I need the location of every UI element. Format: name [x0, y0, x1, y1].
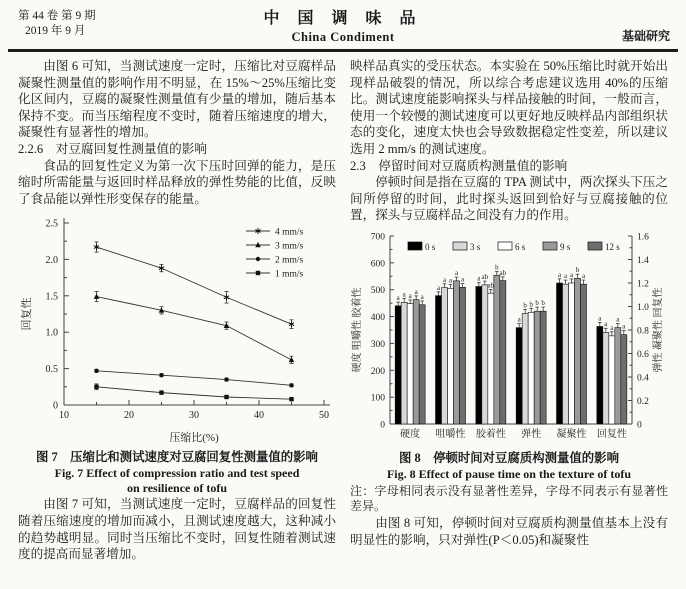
fig8-caption-cn: 图 8 停顿时间对豆腐质构测量值的影响 [399, 450, 619, 465]
svg-text:硬度 咀嚼性 胶着性: 硬度 咀嚼性 胶着性 [352, 287, 363, 373]
svg-text:1.0: 1.0 [45, 328, 58, 340]
svg-text:20: 20 [124, 410, 134, 422]
svg-text:300: 300 [370, 339, 385, 350]
figure-7 [18, 209, 336, 496]
svg-text:a: a [477, 274, 481, 283]
svg-text:0: 0 [637, 420, 642, 431]
svg-text:500: 500 [370, 286, 385, 297]
svg-text:a: a [454, 269, 459, 278]
svg-text:1.4: 1.4 [637, 255, 649, 266]
svg-text:2.5: 2.5 [45, 218, 58, 230]
svg-text:a: a [517, 315, 521, 324]
svg-text:a: a [563, 272, 568, 280]
svg-text:a: a [460, 275, 465, 284]
svg-text:ab: ab [487, 281, 495, 290]
svg-text:1 mm/s: 1 mm/s [275, 269, 304, 280]
fig7-caption-en-line2: on resilience of tofu [126, 481, 228, 496]
svg-text:a: a [557, 270, 562, 279]
svg-text:9 s: 9 s [560, 241, 571, 252]
svg-text:弹性 凝聚性 回复性: 弹性 凝聚性 回复性 [653, 287, 664, 373]
svg-text:回复性: 回复性 [21, 297, 33, 331]
svg-text:0.8: 0.8 [637, 326, 649, 337]
svg-text:b: b [529, 300, 533, 309]
svg-text:ab: ab [481, 273, 489, 282]
svg-text:0: 0 [380, 420, 385, 431]
svg-text:12 s: 12 s [605, 241, 620, 252]
svg-text:b: b [541, 299, 545, 308]
fig8-bar-chart [350, 226, 668, 450]
svg-text:b: b [575, 266, 580, 275]
svg-text:咀嚼性: 咀嚼性 [435, 428, 466, 440]
issue-date: 2019 年 9 月 [25, 25, 86, 37]
svg-text:凝聚性: 凝聚性 [556, 428, 587, 440]
right-column [350, 58, 668, 548]
svg-text:a: a [604, 320, 608, 329]
fig8-note: 注：字母相同表示没有显著性差异，字母不同表示有显著性差异。 [350, 483, 668, 514]
svg-text:a: a [414, 287, 418, 296]
fig7-caption-en-line1: Fig. 7 Effect of compression ratio and test speed [54, 466, 300, 481]
svg-text:a: a [569, 270, 574, 279]
fig8-caption-en: Fig. 8 Effect of pause time on the texture of tofu [386, 466, 632, 481]
fig7-line-chart [18, 209, 336, 449]
svg-text:2 mm/s: 2 mm/s [275, 255, 304, 266]
svg-text:a: a [616, 315, 620, 324]
svg-text:1.0: 1.0 [637, 302, 649, 313]
svg-text:硬度: 硬度 [400, 428, 421, 440]
svg-text:0.2: 0.2 [637, 396, 649, 407]
journal-title-cn: 中 国 调 味 品 [263, 10, 423, 27]
journal-title-block [0, 5, 686, 45]
svg-text:100: 100 [370, 393, 385, 404]
section-label: 基础研究 [621, 29, 670, 43]
section-heading-2-2-6: 2.2.6 对豆腐回复性测量值的影响 [18, 141, 207, 156]
svg-text:3 s: 3 s [470, 241, 481, 252]
svg-text:a: a [448, 276, 453, 285]
svg-text:0.6: 0.6 [637, 349, 649, 360]
svg-text:a: a [396, 294, 400, 303]
svg-text:b: b [535, 299, 539, 308]
svg-text:50: 50 [319, 410, 329, 422]
header-rule [8, 49, 678, 52]
svg-text:10: 10 [59, 410, 69, 422]
svg-text:1.6: 1.6 [637, 232, 649, 243]
volume-issue: 第 44 卷 第 9 期 [18, 10, 96, 22]
paragraph-fig7-discussion: 由图 7 可知，当测试速度一定时，豆腐样品的回复性随着压缩速度的增加而减小，且测试速度越大，这种减小的趋势越明显。同时当压缩比不变时，回复性随着测试速度的提高而显著增加。 [18, 497, 336, 562]
svg-text:b: b [523, 301, 527, 310]
svg-text:a: a [610, 323, 614, 332]
svg-text:a: a [598, 314, 602, 323]
svg-text:0: 0 [53, 400, 58, 412]
svg-text:200: 200 [370, 366, 385, 377]
svg-text:2.0: 2.0 [45, 255, 58, 267]
svg-text:b: b [495, 263, 499, 272]
svg-text:1.5: 1.5 [45, 291, 58, 303]
svg-text:600: 600 [370, 259, 385, 270]
section-heading-2-3: 2.3 停留时间对豆腐质构测量值的影响 [350, 158, 568, 173]
fig7-caption [18, 449, 336, 496]
journal-title-en: China Condiment [291, 30, 395, 44]
paragraph-compression-discussion: 映样品真实的受压状态。本实验在 50%压缩比时就开始出现样品破裂的情况，所以综合考虑建议选用 40%的压缩比。测试速度能影响探头与样品接触的时间，一般而言，使用一个较慢的测试速度可以更好地反映样品内部组织状态的变化，速度太快也会导致数据稳定性变差，所以建议选用 2 mm/s 的测试速度。 [350, 59, 668, 156]
svg-text:30: 30 [189, 410, 199, 422]
svg-text:a: a [436, 283, 441, 292]
svg-text:a: a [622, 322, 626, 331]
svg-text:3 mm/s: 3 mm/s [275, 241, 304, 252]
svg-text:6 s: 6 s [515, 241, 526, 252]
svg-text:回复性: 回复性 [596, 428, 627, 440]
svg-text:a: a [581, 272, 586, 280]
svg-text:40: 40 [254, 410, 264, 422]
paragraph-fig6-discussion: 由图 6 可知，当测试速度一定时，压缩比对豆腐样品凝聚性测量值的影响作用不明显，在 15%～25%压缩比变化区间内，豆腐的凝聚性测量值有少量的增加，随后基本保持不变。而当压缩程度不变时，随着压缩速度的增大，凝聚性有显著性的增加。 [18, 59, 336, 140]
svg-text:400: 400 [370, 313, 385, 324]
svg-text:压缩比(%): 压缩比(%) [169, 432, 219, 445]
paragraph-pause-definition: 停顿时间是指在豆腐的 TPA 测试中，两次探头下压之间所停留的时间，此时探头返回到恰好与豆腐接触的位置，探头与豆腐样品之间没有力的作用。 [350, 175, 668, 223]
figure-8 [350, 226, 668, 482]
svg-text:a: a [402, 290, 406, 299]
paragraph-fig8-discussion: 由图 8 可知，停顿时间对豆腐质构测量值基本上没有明显性的影响，只对弹性(P＜0.05)和凝聚性 [350, 515, 668, 547]
svg-text:1.2: 1.2 [637, 279, 649, 290]
fig7-caption-cn: 图 7 压缩比和测试速度对豆腐回复性测量值的影响 [36, 450, 318, 465]
svg-text:ab: ab [499, 268, 507, 277]
svg-text:0.4: 0.4 [637, 373, 649, 384]
svg-text:a: a [408, 291, 412, 300]
svg-text:胶着性: 胶着性 [475, 428, 506, 440]
left-column [18, 58, 336, 563]
paragraph-resilience-definition: 食品的回复性定义为第一次下压时回弹的能力，是压缩时所需能量与返回时样品释放的弹性势能的比值，反映了食品能以弹性形变保存的能量。 [18, 158, 336, 206]
svg-text:a: a [442, 275, 447, 284]
svg-text:0.5: 0.5 [45, 364, 58, 376]
svg-text:a: a [420, 292, 424, 301]
svg-text:弹性: 弹性 [521, 428, 542, 440]
svg-text:700: 700 [370, 232, 385, 243]
svg-text:4 mm/s: 4 mm/s [275, 227, 304, 238]
svg-text:0 s: 0 s [425, 241, 436, 252]
fig8-caption [350, 450, 668, 482]
